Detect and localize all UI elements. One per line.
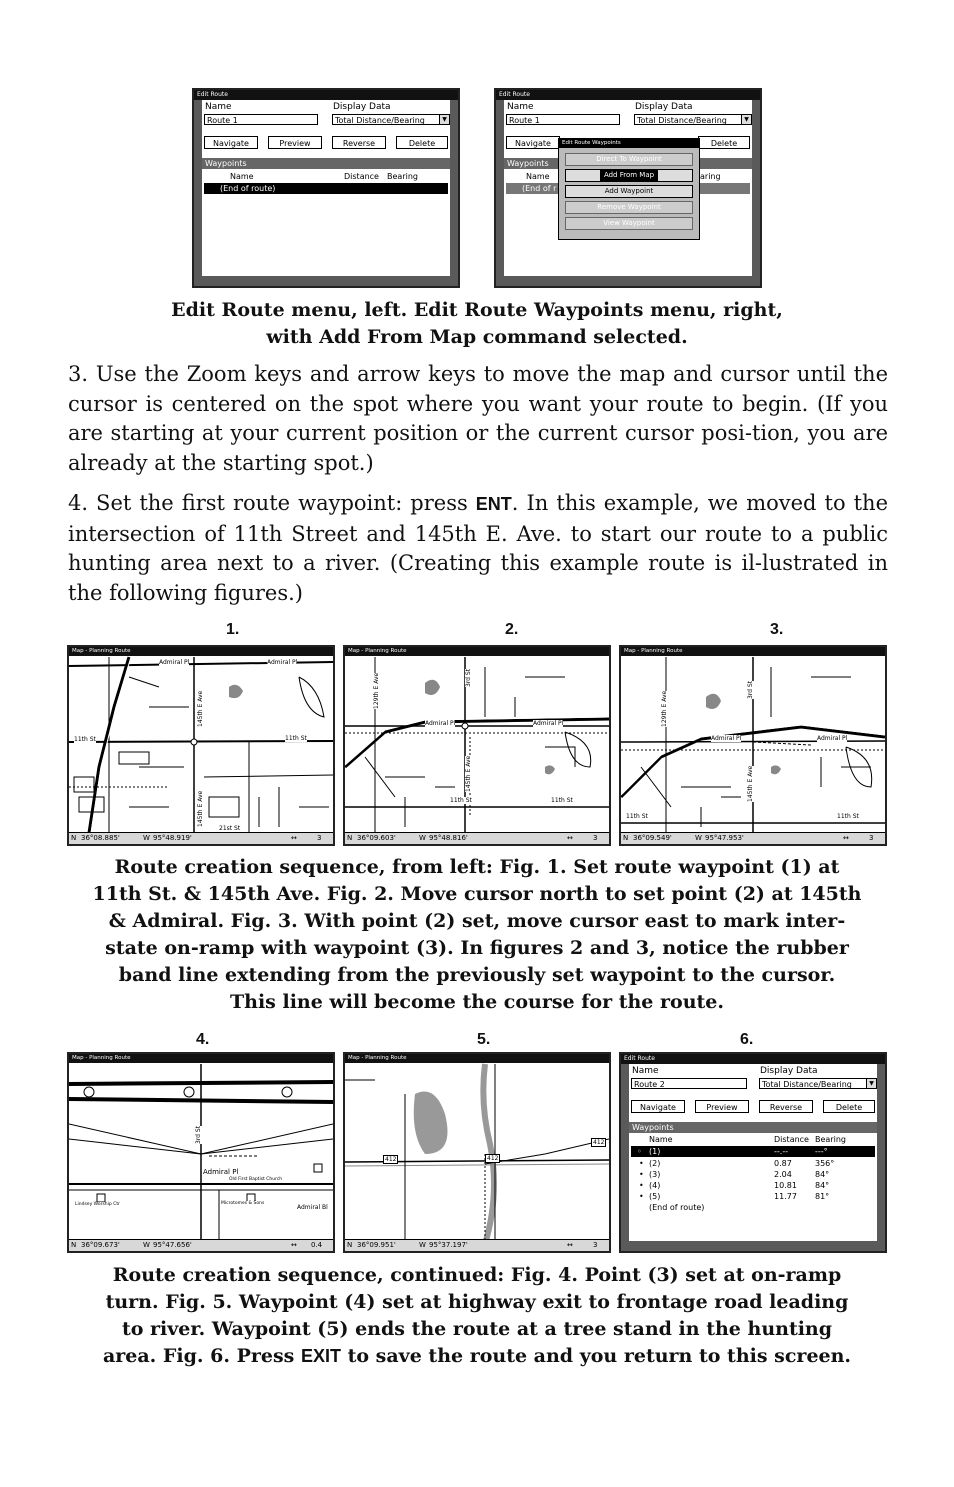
longitude: 95°47.953' [705, 834, 744, 842]
zoom-arrow-icon: ↔ [291, 834, 297, 842]
caption-line: with Add From Map command selected. [266, 326, 688, 348]
end-of-route-label: (End of route) [649, 1203, 705, 1212]
waypoint-bearing: 84° [815, 1181, 830, 1190]
map-status-bar [345, 1239, 609, 1251]
road-label: 129th E Ave [373, 672, 380, 709]
waypoint-icon: • [639, 1170, 644, 1179]
n-label: N [347, 1241, 353, 1249]
latitude: 36°08.885' [81, 834, 120, 842]
reverse-button[interactable]: Reverse [332, 136, 386, 149]
add-from-map-item[interactable] [565, 169, 693, 182]
caption-line: state on-ramp with waypoint (3). In figures 2 and 3, notice the rubber [105, 937, 849, 959]
w-label: W [419, 1241, 426, 1249]
longitude: 95°48.919' [153, 834, 192, 842]
map-title: Map - Planning Route [69, 1054, 333, 1063]
waypoint-name: (3) [649, 1170, 661, 1179]
caption-line: Route creation sequence, from left: Fig. 1. Set route waypoint (1) at [114, 856, 840, 878]
add-waypoint-item[interactable]: Add Waypoint [565, 185, 693, 198]
col-name: Name [230, 172, 254, 181]
col-bearing: Bearing [387, 172, 418, 181]
caption-line: band line extending from the previously set waypoint to the cursor. [118, 964, 836, 986]
zoom-arrow-icon: ↔ [843, 834, 849, 842]
waypoint-distance: 2.04 [774, 1170, 792, 1179]
step-4-text: 4. Set the first route waypoint: press [68, 491, 476, 515]
route-shield: 412 [385, 1156, 397, 1163]
road-label: 3rd St [465, 668, 472, 687]
step-3-paragraph: 3. Use the Zoom keys and arrow keys to move the map and cursor until the cursor is centered on the spot where you want your route to begin. (If you are starting at your current position or the current cursor posi-tion, you are already at the starting spot.) [68, 362, 888, 475]
screen-title: Edit Route [496, 90, 760, 100]
caption-route-sequence [60, 854, 894, 1016]
figure-number: 3. [770, 621, 784, 638]
caption-edit-route [60, 297, 894, 351]
longitude: 95°47.656' [153, 1241, 192, 1249]
waypoint-name: (1) [649, 1147, 661, 1156]
navigate-button[interactable]: Navigate [204, 136, 258, 149]
delete-button[interactable]: Delete [823, 1100, 875, 1113]
name-label: Name [205, 102, 232, 112]
screen-title: Edit Route [621, 1054, 885, 1064]
display-data-select[interactable]: Total Distance/Bearing [634, 114, 742, 125]
map-5-roads [345, 1054, 609, 1251]
waypoint-bearing: ---° [815, 1147, 828, 1156]
waypoint-bearing: 356° [815, 1159, 835, 1168]
screen-title: Edit Route [194, 90, 458, 100]
latitude: 36°09.951' [357, 1241, 396, 1249]
figure-number: 4. [196, 1031, 210, 1048]
route-name-field[interactable]: Route 1 [204, 114, 318, 125]
road-label: Admiral Pl [711, 735, 742, 742]
delete-button[interactable]: Delete [698, 136, 750, 149]
map-status-bar [69, 832, 333, 844]
road-label: 11th St [74, 736, 96, 743]
map-2-roads [345, 647, 609, 844]
map-title: Map - Planning Route [345, 647, 609, 656]
waypoint-bearing: 84° [815, 1170, 830, 1179]
waypoint-distance: 0.87 [774, 1159, 792, 1168]
road-label: 11th St [626, 813, 648, 820]
popup-title: Edit Route Waypoints [559, 139, 699, 148]
route-name-field[interactable]: Route 2 [631, 1078, 747, 1089]
n-label: N [71, 834, 77, 842]
caption-route-continued [60, 1262, 894, 1370]
add-from-map-label: Add From Map [600, 170, 658, 181]
road-label: 145th E Ave [197, 790, 204, 827]
preview-button[interactable]: Preview [695, 1100, 749, 1113]
end-of-route-row[interactable]: (End of r [506, 183, 750, 194]
zoom-arrow-icon: ↔ [291, 1241, 297, 1249]
waypoint-row[interactable] [631, 1146, 875, 1157]
map-status-bar [345, 832, 609, 844]
zoom-scale: 3 [317, 834, 322, 842]
latitude: 36°09.549' [633, 834, 672, 842]
col-name: Name [649, 1135, 673, 1144]
caption-line: Edit Route menu, left. Edit Route Waypoints menu, right, [171, 299, 783, 321]
waypoint-name: (5) [649, 1192, 661, 1201]
zoom-arrow-icon: ↔ [567, 834, 573, 842]
waypoint-distance: 10.81 [774, 1181, 797, 1190]
col-bearing: aring [700, 172, 721, 181]
direct-to-waypoint-item[interactable]: Direct To Waypoint [565, 153, 693, 166]
edit-route-panel [629, 1064, 877, 1241]
chevron-down-icon[interactable]: ▼ [741, 114, 752, 125]
road-label: 129th E Ave [661, 690, 668, 727]
map-status-bar [621, 832, 885, 844]
route-shield: 412 [487, 1155, 499, 1162]
caption-line: turn. Fig. 5. Waypoint (4) set at highway exit to frontage road leading [105, 1291, 849, 1313]
caption-line: 11th St. & 145th Ave. Fig. 2. Move cursor north to set point (2) at 145th [92, 883, 862, 905]
reverse-button[interactable]: Reverse [759, 1100, 813, 1113]
poi-label: Lindsey Worship Ctr [75, 1202, 120, 1207]
map-figure-3[interactable] [619, 645, 887, 846]
waypoint-distance: --.-- [774, 1147, 789, 1156]
road-label: 3rd St [195, 1125, 202, 1144]
navigate-button[interactable]: Navigate [506, 136, 560, 149]
road-label: Admiral Pl [817, 735, 848, 742]
road-label: Admiral Bl [297, 1204, 328, 1211]
zoom-scale: 3 [593, 1241, 598, 1249]
road-label: 21st St [219, 825, 241, 832]
map-status-bar [69, 1239, 333, 1251]
waypoints-header: Waypoints [504, 158, 752, 169]
edit-route-screen-left [192, 88, 460, 288]
map-figure-5[interactable] [343, 1052, 611, 1253]
map-figure-1[interactable] [67, 645, 335, 846]
road-label: Admiral Pl [159, 659, 190, 666]
col-bearing: Bearing [815, 1135, 846, 1144]
exit-key: EXIT [300, 1346, 341, 1366]
waypoint-icon: ◦ [637, 1147, 642, 1156]
road-label: 11th St [285, 735, 307, 742]
edit-route-screen-6 [619, 1052, 887, 1253]
display-data-label: Display Data [760, 1066, 818, 1076]
col-distance: Distance [774, 1135, 809, 1144]
road-label: 3rd St [747, 680, 754, 699]
waypoint-icon: • [639, 1192, 644, 1201]
longitude: 95°48.816' [429, 834, 468, 842]
route-name-field[interactable]: Route 1 [506, 114, 620, 125]
waypoint-name: (2) [649, 1159, 661, 1168]
delete-button[interactable]: Delete [396, 136, 448, 149]
road-label: 145th E Ave [465, 755, 472, 792]
w-label: W [143, 1241, 150, 1249]
w-label: W [695, 834, 702, 842]
waypoint-name: (4) [649, 1181, 661, 1190]
caption-line: Route creation sequence, continued: Fig. 4. Point (3) set at on-ramp [112, 1264, 842, 1286]
ent-key: ENT [475, 494, 512, 514]
end-of-route-row[interactable]: (End of route) [204, 183, 448, 194]
zoom-scale: 3 [869, 834, 874, 842]
step-4-paragraph [68, 489, 888, 608]
view-waypoint-item[interactable]: View Waypoint [565, 217, 693, 230]
route-shield: 412 [593, 1139, 605, 1146]
display-data-select[interactable]: Total Distance/Bearing [759, 1078, 867, 1089]
caption-line: & Admiral. Fig. 3. With point (2) set, move cursor east to mark inter- [108, 910, 846, 932]
caption-text: to save the route and you return to this screen. [340, 1345, 852, 1367]
figure-number: 6. [740, 1031, 754, 1048]
road-label: 11th St [551, 797, 573, 804]
latitude: 36°09.673' [81, 1241, 120, 1249]
name-label: Name [507, 102, 534, 112]
zoom-scale: 3 [593, 834, 598, 842]
remove-waypoint-item[interactable]: Remove Waypoint [565, 201, 693, 214]
w-label: W [419, 834, 426, 842]
road-label: Admiral Pl [203, 1168, 239, 1176]
zoom-arrow-icon: ↔ [567, 1241, 573, 1249]
waypoint-row[interactable] [635, 1169, 871, 1180]
road-label: 11th St [450, 797, 472, 804]
map-title: Map - Planning Route [621, 647, 885, 656]
waypoint-distance: 11.77 [774, 1192, 797, 1201]
waypoint-row[interactable] [635, 1191, 871, 1202]
waypoints-header: Waypoints [202, 158, 450, 169]
n-label: N [623, 834, 629, 842]
poi-label: Old First Baptist Church [229, 1177, 283, 1182]
step-4-text-rest: . In this example, we moved to the intersection of 11th Street and 145th E. Ave. to start our route to a public hunting area next to a river. (Creating this example route is il-lustrated in the following figures.) [68, 491, 888, 605]
navigate-button[interactable]: Navigate [631, 1100, 685, 1113]
name-label: Name [632, 1066, 659, 1076]
display-data-label: Display Data [635, 102, 693, 112]
longitude: 95°37.197' [429, 1241, 468, 1249]
n-label: N [71, 1241, 77, 1249]
col-name: Name [526, 172, 550, 181]
road-label: 145th E Ave [197, 690, 204, 727]
waypoint-row[interactable] [635, 1180, 871, 1191]
caption-text: area. Fig. 6. Press [102, 1345, 301, 1367]
road-label: 145th E Ave [747, 765, 754, 802]
waypoint-icon: • [639, 1159, 644, 1168]
w-label: W [143, 834, 150, 842]
edit-route-waypoints-popup [558, 138, 700, 240]
road-label: 11th St [837, 813, 859, 820]
road-label: Admiral Pl [533, 720, 564, 727]
figure-number: 1. [226, 621, 240, 638]
chevron-down-icon[interactable]: ▼ [866, 1078, 877, 1089]
poi-label: Microtomes & Sons [221, 1201, 265, 1206]
latitude: 36°09.603' [357, 834, 396, 842]
caption-line: to river. Waypoint (5) ends the route at a tree stand in the hunting [121, 1318, 833, 1340]
figure-number: 5. [477, 1031, 491, 1048]
waypoint-icon: • [639, 1181, 644, 1190]
caption-line: This line will become the course for the route. [230, 991, 724, 1013]
display-data-select[interactable]: Total Distance/Bearing [332, 114, 440, 125]
road-label: Admiral Pl [267, 659, 298, 666]
map-figure-4[interactable] [67, 1052, 335, 1253]
display-data-label: Display Data [333, 102, 391, 112]
n-label: N [347, 834, 353, 842]
col-distance: Distance [344, 172, 379, 181]
road-label: Admiral Pl [425, 720, 456, 727]
edit-route-screen-right [494, 88, 762, 288]
end-of-route-row[interactable] [635, 1202, 871, 1213]
edit-route-panel [202, 100, 450, 276]
caption-line [60, 1343, 894, 1370]
zoom-scale: 0.4 [311, 1241, 323, 1249]
waypoint-bearing: 81° [815, 1192, 830, 1201]
waypoints-header: Waypoints [629, 1122, 877, 1133]
map-title: Map - Planning Route [345, 1054, 609, 1063]
map-4-roads [69, 1054, 333, 1251]
figure-number: 2. [505, 621, 519, 638]
preview-button[interactable]: Preview [268, 136, 322, 149]
map-title: Map - Planning Route [69, 647, 333, 656]
chevron-down-icon[interactable]: ▼ [439, 114, 450, 125]
map-figure-2[interactable] [343, 645, 611, 846]
waypoint-row[interactable] [635, 1158, 871, 1169]
